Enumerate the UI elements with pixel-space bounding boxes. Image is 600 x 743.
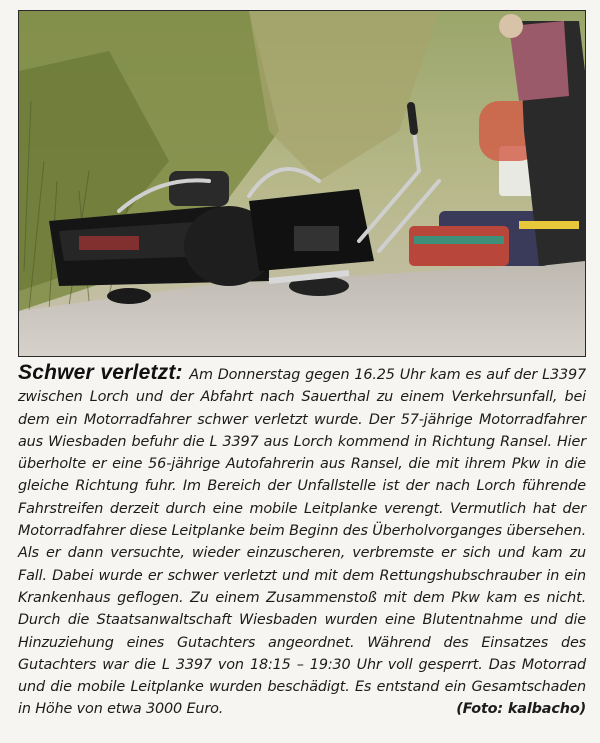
article-body: Am Donnerstag gegen 16.25 Uhr kam es auf der L3397 zwischen Lorch und der Abfahrt nach Sauerthal zu einem Verkehrsunfall, bei dem ein Motorradfahrer schwer verletzt wurde. Der 57-jährige Motorradfahrer aus Wiesbaden befuhr die L 3397 aus Lorch kommend in Richtung Ransel. Hier überholte er eine 56-jährige Autofahrerin aus Ransel, die mit ihrem Pkw in die gleiche Richtung fuhr. Im Bereich der Unfallstelle ist der nach Lorch führende Fahrstreifen derzeit durch eine mobile Leitplanke verengt. Vermutlich hat der Motorradfahrer diese Leitplanke beim Beginn des Überholvorganges übersehen. Als er dann versuchte, wieder einzuscheren, verbremste er sich und kam zu Fall. Dabei wurde er schwer verletzt und mit dem Rettungshubschrauber in ein Krankenhaus geflogen. Zu einem Zusammenstoß mit dem Pkw kam es nicht. Durch die Staatsanwaltschaft Wiesbaden wurden eine Blutentnahme und die Hinzuziehung eines Gutachters angeordnet. Während des Einsatzes des Gutachters war die L 3397 von 18:15 – 19:30 Uhr voll gesperrt. Das Motorrad und die mobile Leitplanke wurden beschädigt. Es entstand ein Gesamtschaden in Höhe von etwa 3000 Euro. <box>18 367 586 718</box>
photo-credit: (Foto: kalbacho) <box>456 701 586 718</box>
motorcycle-accident-photo <box>19 11 585 356</box>
headline: Schwer verletzt: <box>18 361 190 384</box>
article-text <box>18 362 586 721</box>
accident-photo <box>18 10 586 357</box>
